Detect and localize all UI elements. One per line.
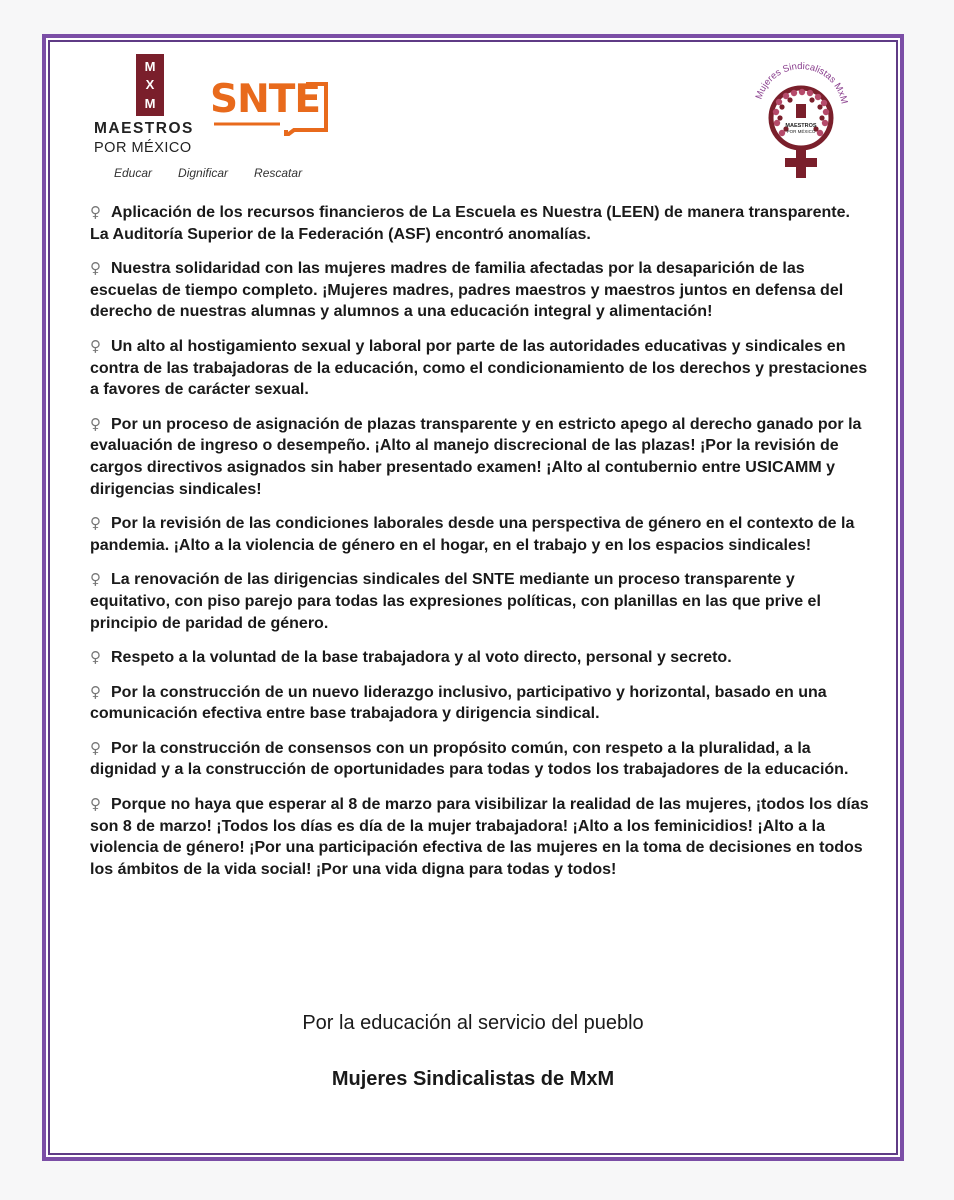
mxm-logo-name: MAESTROS [94, 120, 194, 137]
demands-list [90, 202, 870, 893]
mxm-letter: X [145, 77, 155, 93]
mxm-logo-name-line2: POR MÉXICO [94, 140, 192, 156]
snte-logo [210, 78, 332, 136]
list-item [90, 569, 870, 634]
slogan-word: Rescatar [254, 166, 303, 180]
item-text: Respeto a la voluntad de la base trabajadora y al voto directo, personal y secreto. [111, 649, 732, 667]
venus-icon: ♀ [90, 570, 101, 589]
item-text: Un alto al hostigamiento sexual y laboral por parte de las autoridades educativas y sindicales en contra de las trabajadoras de la educación, como el condicionamiento de los derechos y prestaciones a favores de carácter sexual. [90, 337, 868, 399]
item-text: Nuestra solidaridad con las mujeres madres de familia afectadas por la desaparición de las escuelas de tiempo completo. ¡Mujeres madres, padres maestros y maestros juntos en defensa del derecho de nuestras alumnas y alumnos a una educación integral y alimentación! [90, 260, 844, 321]
item-text: Aplicación de los recursos financieros de La Escuela es Nuestra (LEEN) de manera transparente. La Auditoría Superior de la Federación (ASF) encontró anomalías. [90, 204, 850, 243]
slogan-word: Dignificar [178, 166, 229, 180]
list-item [90, 336, 870, 401]
mxm-logo-slogan [114, 166, 302, 180]
mxm-logo-bar [136, 54, 164, 116]
venus-icon: ♀ [90, 682, 101, 701]
venus-icon: ♀ [90, 795, 101, 814]
list-item [90, 202, 870, 245]
mujeres-sindicalistas-logo [746, 52, 856, 182]
snte-logo-text: SNTE [210, 77, 320, 122]
item-text: La renovación de las dirigencias sindicales del SNTE mediante un proceso transparente y equitativo, con piso parejo para todas las expresiones políticas, con planillas en las que prive el principio de paridad de género. [90, 571, 821, 632]
mxm-letter: M [144, 58, 156, 74]
list-item [90, 513, 870, 556]
item-text: Por un proceso de asignación de plazas transparente y en estricto apego al derecho ganado por la evaluación de ingreso o desempeño. ¡Alto al manejo discrecional de las plazas! ¡Por la revisión de cargos directivos asignados sin haber presentado examen! ¡Alto al contubernio entre USICAMM y dirigencias sindicales! [90, 415, 862, 498]
list-item [90, 258, 870, 323]
svg-text:MAESTROS: MAESTROS [785, 123, 817, 129]
footer-signature: Mujeres Sindicalistas de MxM [331, 1068, 615, 1090]
list-item [90, 647, 870, 669]
footer-motto: Por la educación al servicio del pueblo [302, 1012, 644, 1034]
svg-text:POR MÉXICO: POR MÉXICO [786, 129, 816, 134]
document-frame [42, 34, 904, 1161]
item-text: Por la construcción de consensos con un propósito común, con respeto a la pluralidad, a la dignidad y a la construcción de oportunidades para todas y todos los trabajadores de la educación. [90, 739, 849, 779]
venus-icon: ♀ [90, 514, 101, 533]
mujeres-logo-arc-text: Mujeres Sindicalistas MxM [753, 60, 850, 106]
list-item [90, 682, 870, 725]
venus-icon: ♀ [90, 648, 101, 667]
item-text: Por la construcción de un nuevo liderazgo inclusivo, participativo y horizontal, basado en una comunicación efectiva entre base trabajadora y dirigencia sindical. [90, 683, 827, 723]
venus-icon: ♀ [90, 259, 101, 278]
item-text: Porque no haya que esperar al 8 de marzo para visibilizar la realidad de las mujeres, ¡todos los días son 8 de marzo! ¡Todos los días es día de la mujer trabajadora! ¡Alto a los feminicidios! ¡Alto a la violencia de género! ¡Por una participación efectiva de las mujeres en la toma de decisiones en todos los ámbitos de la vida social! ¡Por una vida digna para todas y todos! [90, 796, 869, 878]
list-item [90, 794, 870, 880]
venus-icon: ♀ [90, 203, 101, 221]
slogan-word: Educar [114, 166, 153, 180]
venus-icon: ♀ [90, 738, 101, 757]
venus-icon: ♀ [90, 414, 101, 433]
item-text: Por la revisión de las condiciones laborales desde una perspectiva de género en el contexto de la pandemia. ¡Alto a la violencia de género en el hogar, en el trabajo y en los espacios sindicales! [90, 515, 855, 554]
list-item [90, 738, 870, 781]
mxm-letter: M [144, 96, 156, 112]
list-item [90, 414, 870, 500]
venus-emblem [746, 52, 856, 182]
venus-icon: ♀ [90, 336, 101, 355]
